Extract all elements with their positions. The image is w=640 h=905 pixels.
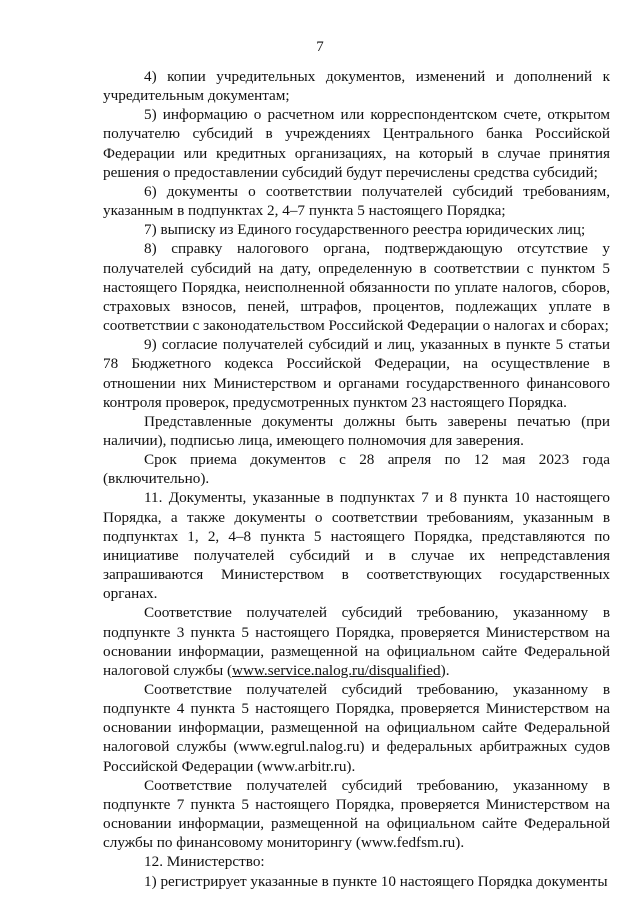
paragraph-clause-12-item-1: 1) регистрирует указанные в пункте 10 настоящего Порядка документы [144, 872, 608, 890]
paragraph-item-6-compliance-documents: 6) документы о соответствии получателей субсидий требованиям, указанным в подпунктах 2, 4–7 пункта 5 настоящего Порядка; [103, 182, 610, 220]
paragraph-check-subitem-3-text: Соответствие получателей субсидий требованию, указанному в подпункте 3 пункта 5 настоящего Порядка, проверяется Министерством на основании информации, размещенной на официальном сайте Федеральной налоговой службы ( [103, 604, 610, 679]
paragraph-check-subitem-3-end: ). [440, 661, 450, 679]
paragraph-submission-period: Срок приема документов с 28 апреля по 12 мая 2023 года (включительно). [103, 451, 610, 488]
paragraph-item-7-registry-extract: 7) выписку из Единого государственного реестра юридических лиц; [144, 221, 586, 239]
paragraph-item-8-tax-certificate: 8) справку налогового органа, подтверждающую отсутствие у получателей субсидий на дату, определенную в соответствии с пунктом 5 настоящего Порядка, неисполненной обязанности по уплате налогов, сборов, страховых взносов, пеней, штрафов, процентов, подлежащих уплате в соответствии с законодательством Российской Федерации о налогах и сборах; [103, 240, 610, 335]
paragraph-item-5-bank-account: 5) информацию о расчетном или корреспондентском счете, открытом получателю субсидий в учреждениях Центрального банка Российской Федерации или кредитных организациях, на который в случае принятия решения о предоставлении субсидий будут перечислены средства субсидий; [103, 106, 610, 181]
paragraph-clause-12: 12. Министерство: [144, 853, 265, 871]
disqualified-registry-link[interactable]: www.service.nalog.ru/disqualified [232, 661, 441, 679]
paragraph-clause-11: 11. Документы, указанные в подпунктах 7 и 8 пункта 10 настоящего Порядка, а также документы о соответствии требованиям, указанным в подпунктах 1, 2, 4–8 пункта 5 настоящего Порядка, представляются по инициативе получателей субсидий и в случае их непредставления запрашиваются Министерством в соответствующих государственных органах. [103, 489, 610, 603]
paragraph-certification: Представленные документы должны быть заверены печатью (при наличии), подписью лица, имеющего полномочия для заверения. [103, 412, 610, 449]
document-body [103, 67, 610, 891]
paragraph-item-9-consent: 9) согласие получателей субсидий и лиц, указанных в пункте 5 статьи 78 Бюджетного кодекса Российской Федерации, на осуществление в отношении них Министерством и органами государственного финансового контроля проверок, предусмотренных пунктом 23 настоящего Порядка. [103, 336, 610, 411]
paragraph-check-subitem-3 [103, 603, 610, 680]
page-number: 7 [316, 39, 324, 55]
paragraph-item-4-founding-documents: 4) копии учредительных документов, изменений и дополнений к учредительным документам; [103, 68, 610, 105]
paragraph-check-subitem-7: Соответствие получателей субсидий требованию, указанному в подпункте 7 пункта 5 настоящего Порядка, проверяется Министерством на основании информации, размещенной на официальном сайте Федеральной службы по финансовому мониторингу (www.fedfsm.ru). [103, 776, 610, 852]
paragraph-check-subitem-4: Соответствие получателей субсидий требованию, указанному в подпункте 4 пункта 5 настоящего Порядка, проверяется Министерством на основании информации, размещенной на официальном сайте Федеральной налоговой службы (www.egrul.nalog.ru) и федеральных арбитражных судов Российской Федерации (www.arbitr.ru). [103, 681, 610, 775]
